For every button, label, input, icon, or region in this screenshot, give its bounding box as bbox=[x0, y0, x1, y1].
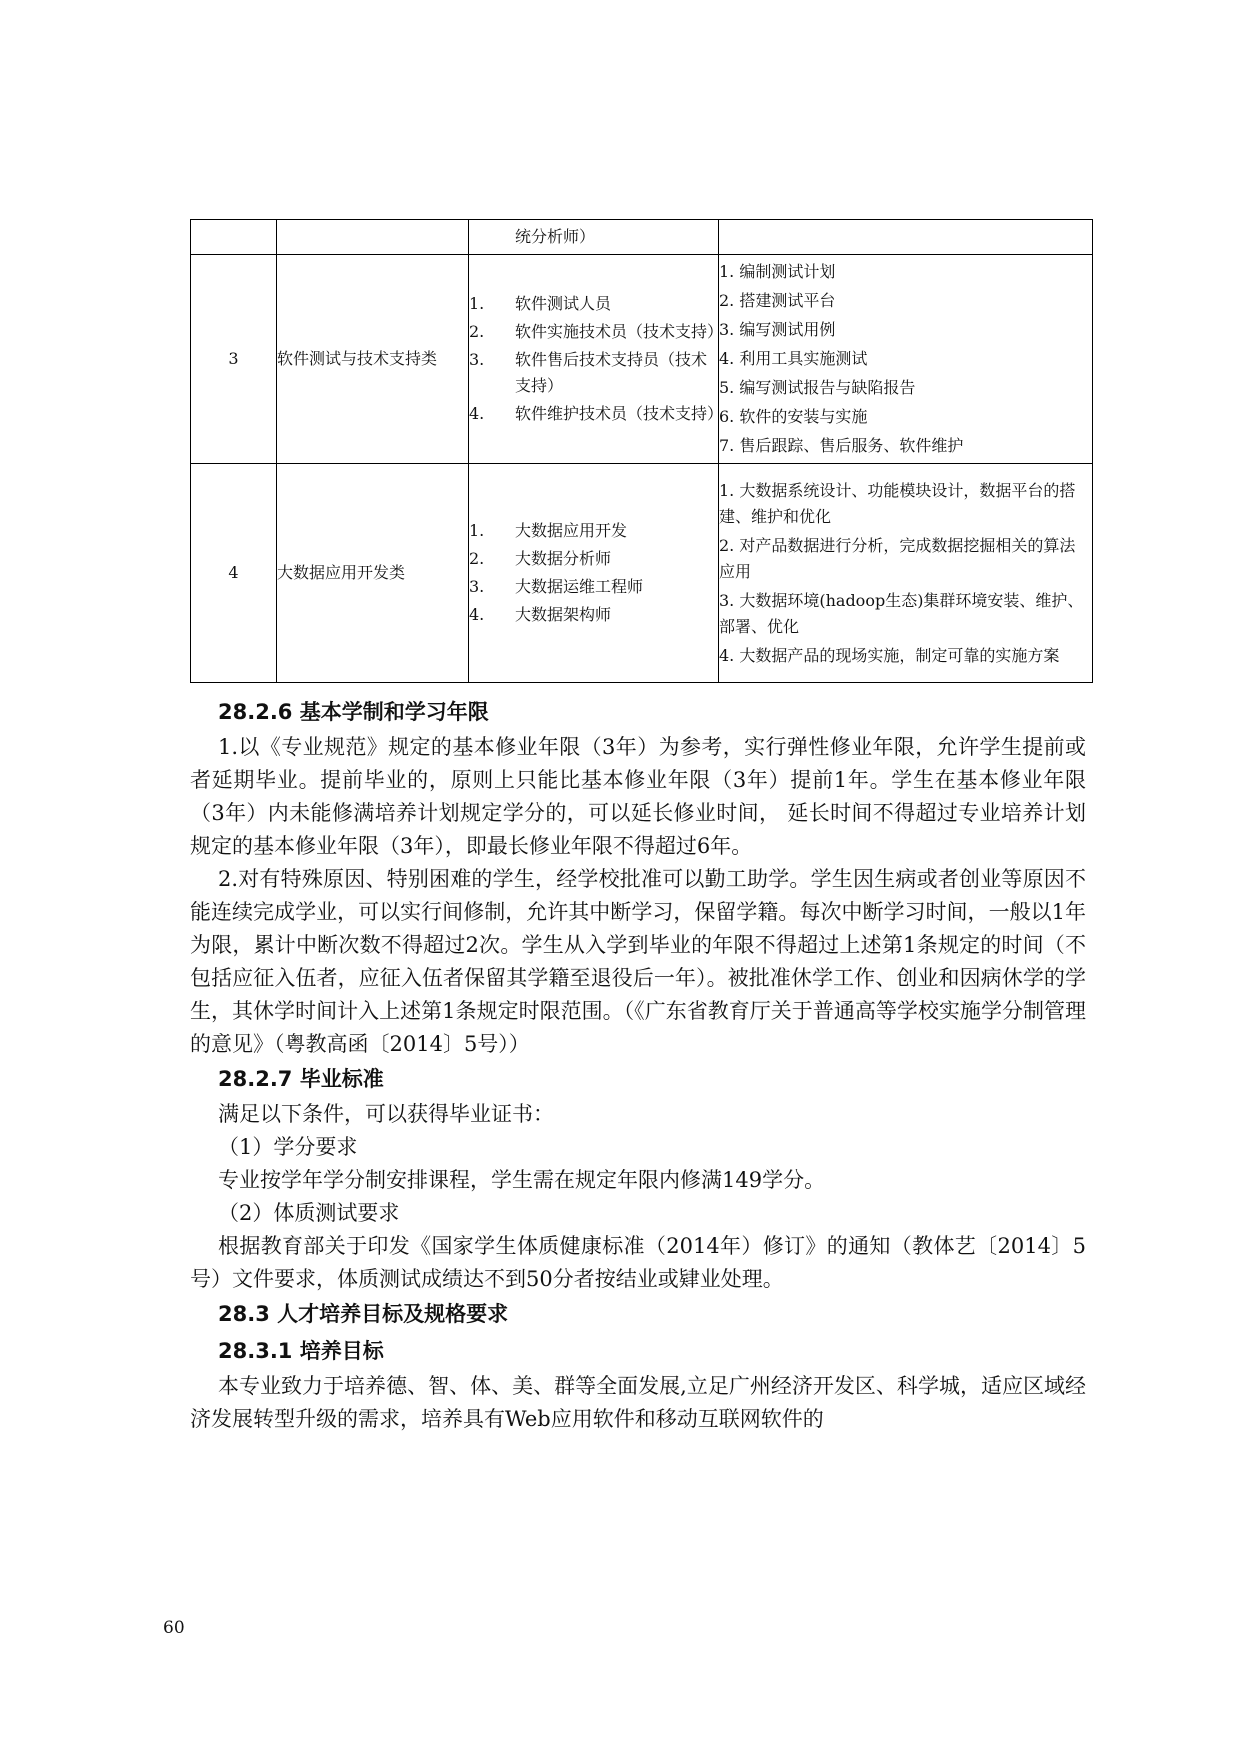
row-jobs bbox=[469, 464, 719, 683]
task-item: 2. 对产品数据进行分析，完成数据挖掘相关的算法应用 bbox=[719, 535, 1076, 581]
table-row bbox=[191, 220, 1093, 255]
job-item: 1. 软件测试人员 bbox=[469, 294, 612, 313]
section-heading-2-6: 28.2.6 基本学制和学习年限 bbox=[218, 700, 489, 724]
job-continuation: 统分析师） bbox=[515, 227, 596, 246]
task-item: 4. 利用工具实施测试 bbox=[719, 349, 868, 368]
job-item: 4. 软件维护技术员（技术支持） bbox=[469, 404, 724, 423]
job-item: 2. 软件实施技术员（技术支持） bbox=[469, 322, 724, 341]
job-item: 2. 大数据分析师 bbox=[469, 549, 612, 568]
section-heading-3-1: 28.3.1 培养目标 bbox=[218, 1339, 384, 1363]
row-tasks bbox=[719, 220, 1093, 255]
row-number: 3 bbox=[191, 255, 277, 464]
table-row bbox=[191, 255, 1093, 464]
condition-label: （2）体质测试要求 bbox=[218, 1201, 400, 1225]
task-item: 3. 大数据环境(hadoop生态)集群环境安装、维护、部署、优化 bbox=[719, 590, 1084, 636]
paragraph: 2.对有特殊原因、特别困难的学生，经学校批准可以勤工助学。学生因生病或者创业等原因不能连续完成学业，可以实行间修制，允许其中断学习，保留学籍。每次中断学习时间，一般以1年为限，累计中断次数不得超过2次。学生从入学到毕业的年限不得超过上述第1条规定的时间（不包括应征入伍者，应征入伍者保留其学籍至退役后一年）。被批准休学工作、创业和因病休学的学生，其休学时间计入上述第1条规定时限范围。（《广东省教育厅关于普通高等学校实施学分制管理的意见》（粤教高函〔2014〕5号）） bbox=[190, 867, 1086, 1056]
row-jobs bbox=[469, 220, 719, 255]
paragraph: 专业按学年学分制安排课程，学生需在规定年限内修满149学分。 bbox=[218, 1168, 826, 1192]
document-body bbox=[190, 694, 1086, 1436]
paragraph: 满足以下条件，可以获得毕业证书： bbox=[218, 1102, 554, 1126]
task-item: 6. 软件的安装与实施 bbox=[719, 407, 868, 426]
task-item: 1. 编制测试计划 bbox=[719, 262, 836, 281]
paragraph: 根据教育部关于印发《国家学生体质健康标准（2014年）修订》的通知（教体艺〔2014〕5号）文件要求，体质测试成绩达不到50分者按结业或肄业处理。 bbox=[190, 1234, 1086, 1291]
task-item: 1. 大数据系统设计、功能模块设计，数据平台的搭建、维护和优化 bbox=[719, 480, 1076, 526]
job-item: 1. 大数据应用开发 bbox=[469, 521, 628, 540]
task-item: 2. 搭建测试平台 bbox=[719, 291, 836, 310]
row-category bbox=[277, 220, 469, 255]
table-row bbox=[191, 464, 1093, 683]
row-category: 大数据应用开发类 bbox=[277, 464, 469, 683]
row-jobs bbox=[469, 255, 724, 464]
task-item: 4. 大数据产品的现场实施，制定可靠的实施方案 bbox=[719, 645, 1060, 665]
section-heading-3: 28.3 人才培养目标及规格要求 bbox=[218, 1302, 509, 1326]
paragraph: 本专业致力于培养德、智、体、美、群等全面发展,立足广州经济开发区、科学城，适应区域经济发展转型升级的需求，培养具有Web应用软件和移动互联网软件的 bbox=[190, 1374, 1086, 1431]
job-item: 3. 软件售后技术支持员（技术支持） bbox=[469, 350, 708, 395]
section-heading-2-7: 28.2.7 毕业标准 bbox=[218, 1067, 384, 1091]
job-item: 4. 大数据架构师 bbox=[469, 605, 612, 624]
task-item: 3. 编写测试用例 bbox=[719, 320, 836, 339]
row-tasks bbox=[719, 255, 1093, 464]
job-item: 3. 大数据运维工程师 bbox=[469, 577, 644, 596]
row-number: 4 bbox=[191, 464, 277, 683]
condition-label: （1）学分要求 bbox=[218, 1135, 358, 1159]
row-number bbox=[191, 220, 277, 255]
job-roles-table bbox=[190, 219, 1093, 683]
task-item: 5. 编写测试报告与缺陷报告 bbox=[719, 378, 916, 397]
task-item: 7. 售后跟踪、售后服务、软件维护 bbox=[719, 436, 964, 455]
row-tasks bbox=[719, 464, 1093, 683]
row-category: 软件测试与技术支持类 bbox=[277, 255, 469, 464]
paragraph: 1.以《专业规范》规定的基本修业年限（3年）为参考，实行弹性修业年限，允许学生提前或者延期毕业。提前毕业的，原则上只能比基本修业年限（3年）提前1年。学生在基本修业年限（3年）内未能修满培养计划规定学分的，可以延长修业时间， 延长时间不得超过专业培养计划规定的基本修业年限（3年），即最长修业年限不得超过6年。 bbox=[190, 735, 1086, 858]
page-number: 60 bbox=[163, 1618, 185, 1638]
